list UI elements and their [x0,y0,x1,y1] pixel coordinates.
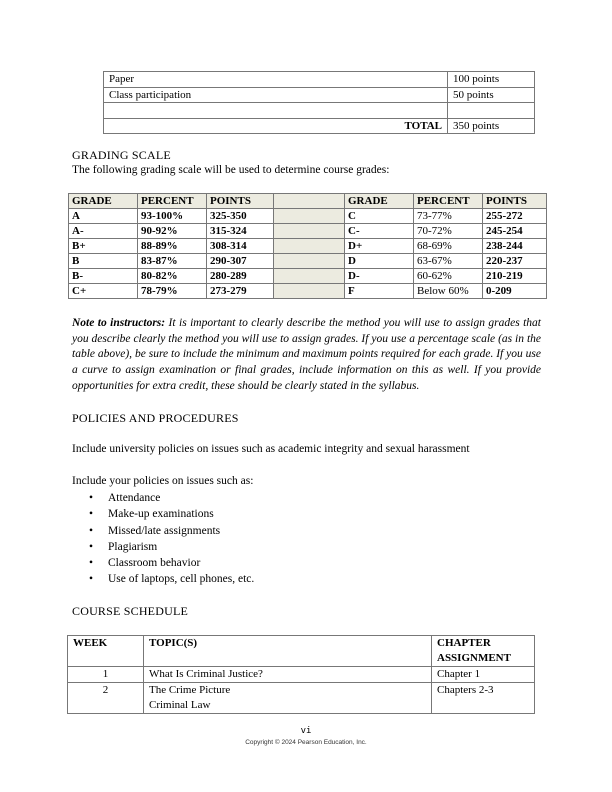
grade-cell: C- [345,224,414,239]
note-text: It is important to clearly describe the method you will use to assign grades that you describe clearly the method you will use to assign grades. If you use a percentage scale (as in the table above), be sure to include the minimum and maximum points required for each grade. If you use a curve to assign examination or final grades, include information on this as well. If you provide opportunities for extra credit, these should be clearly stated in the syllabus. [72,317,542,392]
percent-cell: 80-82% [138,269,207,284]
grade-cell: B- [69,269,138,284]
percent-cell: Below 60% [414,284,483,299]
points-label: Class participation [104,87,448,103]
topic-line: The Crime Picture [149,684,231,696]
percent-cell: 60-62% [414,269,483,284]
chapter-cell: Chapters 2-3 [432,683,535,714]
points-cell: 308-314 [207,239,274,254]
spacer-cell [274,224,345,239]
list-item: • Plagiarism [72,539,254,555]
points-header: POINTS [483,194,547,209]
spacer-cell [274,239,345,254]
list-item: • Missed/late assignments [72,523,254,539]
table-row [104,118,535,134]
topic-line: Criminal Law [149,699,211,711]
chapter-header-line2: ASSIGNMENT [437,652,511,664]
grade-cell: D [345,254,414,269]
grade-cell: C+ [69,284,138,299]
page-number: vi [300,726,312,736]
percent-cell: 83-87% [138,254,207,269]
table-row [69,224,547,239]
week-cell: 1 [68,667,144,683]
your-policies-text: Include your policies on issues such as: [72,475,254,487]
points-cell: 315-324 [207,224,274,239]
university-policies-text: Include university policies on issues such as academic integrity and sexual harassment [72,443,470,455]
total-label: TOTAL [104,118,448,134]
chapter-header-line1: CHAPTER [437,637,491,649]
policies-heading: POLICIES AND PROCEDURES [72,411,239,425]
grade-cell: A [69,209,138,224]
schedule-table [67,635,535,714]
topics-header: TOPIC(S) [144,636,432,667]
points-value: 50 points [448,87,535,103]
grade-cell: B [69,254,138,269]
percent-cell: 93-100% [138,209,207,224]
percent-header: PERCENT [414,194,483,209]
spacer-cell [274,269,345,284]
grade-cell: A- [69,224,138,239]
spacer-cell [274,254,345,269]
grade-cell: B+ [69,239,138,254]
table-row [68,667,535,683]
points-cell: 255-272 [483,209,547,224]
spacer-cell [274,194,345,209]
points-value: 100 points [448,72,535,88]
spacer-cell [274,209,345,224]
points-cell: 273-279 [207,284,274,299]
points-cell: 280-289 [207,269,274,284]
table-row [69,254,547,269]
points-cell: 210-219 [483,269,547,284]
grading-header-row [69,194,547,209]
grading-scale-intro: The following grading scale will be used to determine course grades: [72,164,390,176]
grading-table [68,193,547,299]
grading-scale-heading: GRADING SCALE [72,148,171,162]
table-row [69,284,547,299]
table-row [69,269,547,284]
note-label: Note to instructors: [72,317,166,329]
table-row [69,239,547,254]
list-item: • Use of laptops, cell phones, etc. [72,571,254,587]
percent-cell: 88-89% [138,239,207,254]
copyright: Copyright © 2024 Pearson Education, Inc. [245,739,367,746]
chapter-header [432,636,535,667]
topic-cell [144,667,432,683]
percent-cell: 90-92% [138,224,207,239]
table-row [104,72,535,88]
points-label: Paper [104,72,448,88]
table-row [104,103,535,119]
total-value: 350 points [448,118,535,134]
topic-cell [144,683,432,714]
topic-line: What Is Criminal Justice? [149,668,263,680]
list-item: • Attendance [72,490,254,506]
grade-header: GRADE [345,194,414,209]
points-cell: 238-244 [483,239,547,254]
week-cell: 2 [68,683,144,714]
percent-header: PERCENT [138,194,207,209]
table-row [69,209,547,224]
instructor-note [72,316,541,395]
points-cell: 325-350 [207,209,274,224]
grade-cell: C [345,209,414,224]
points-cell: 290-307 [207,254,274,269]
points-cell: 245-254 [483,224,547,239]
percent-cell: 68-69% [414,239,483,254]
table-row [68,683,535,714]
grade-cell: F [345,284,414,299]
percent-cell: 73-77% [414,209,483,224]
policy-list [72,490,254,588]
chapter-cell: Chapter 1 [432,667,535,683]
percent-cell: 78-79% [138,284,207,299]
week-header: WEEK [68,636,144,667]
points-value [448,103,535,119]
percent-cell: 70-72% [414,224,483,239]
grade-cell: D+ [345,239,414,254]
schedule-header-row [68,636,535,667]
points-label [104,103,448,119]
percent-cell: 63-67% [414,254,483,269]
points-cell: 220-237 [483,254,547,269]
table-row [104,87,535,103]
schedule-heading: COURSE SCHEDULE [72,604,189,618]
spacer-cell [274,284,345,299]
grade-cell: D- [345,269,414,284]
list-item: • Make-up examinations [72,506,254,522]
points-header: POINTS [207,194,274,209]
grade-header: GRADE [69,194,138,209]
list-item: • Classroom behavior [72,555,254,571]
points-cell: 0-209 [483,284,547,299]
points-table [103,71,535,134]
